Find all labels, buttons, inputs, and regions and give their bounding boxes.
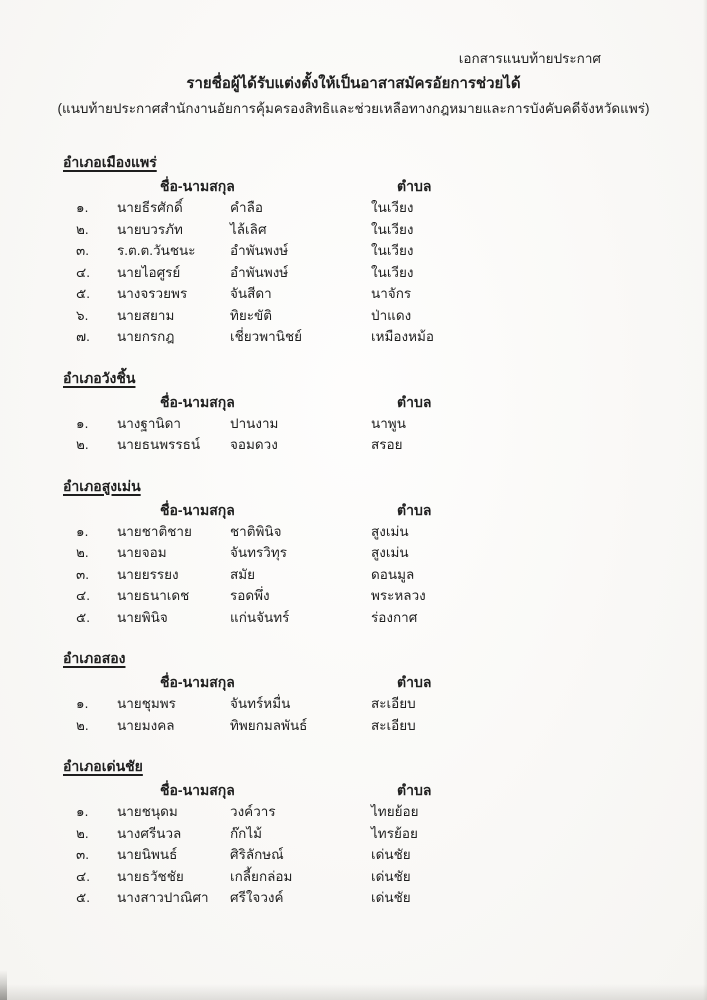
table-row (0, 823, 707, 845)
row-number: ๓. (76, 243, 89, 258)
table-row (0, 844, 707, 866)
row-number: ๖. (76, 307, 89, 323)
first-name: นายธนพรรธน์ (117, 437, 201, 452)
first-name: นายมงคล (117, 717, 175, 733)
first-name: นายธนาเดช (117, 588, 190, 603)
subdistrict-name: เหมืองหม้อ (371, 329, 435, 344)
last-name: อำพันพงษ์ (230, 264, 289, 280)
column-header-row (0, 175, 707, 197)
subdistrict-name: ไทยย้อย (371, 804, 419, 819)
scan-bottom-shadow (0, 984, 707, 1000)
table-row (0, 283, 707, 305)
document-subtitle: (แนบท้ายประกาศสำนักงานอัยการคุ้มครองสิทธิและช่วยเหลือทางกฎหมายและการบังคับคดีจังหวัดแพร่) (57, 101, 650, 116)
subdistrict-name: สะเอียบ (371, 696, 416, 711)
subdistrict-name: ร่องกาศ (371, 609, 418, 625)
first-name: นายธีรศักดิ์ (117, 200, 183, 215)
district-section (0, 368, 707, 456)
first-name: นายกรกฎ (117, 329, 175, 344)
table-row (0, 564, 707, 586)
last-name: ก๊กไม้ (230, 825, 263, 841)
subdistrict-name: สะเอียบ (371, 717, 416, 733)
table-row (0, 887, 707, 909)
last-name: ทิพยกมลพันธ์ (230, 717, 308, 733)
last-name: รอดพึ่ง (230, 588, 270, 603)
subdistrict-name: ป่าแดง (371, 307, 412, 323)
table-row (0, 585, 707, 607)
row-number: ๒. (76, 437, 89, 452)
subdistrict-name: สูงเม่น (371, 545, 409, 560)
table-row (0, 413, 707, 435)
row-number: ๔. (76, 868, 90, 884)
subdistrict-name: สรอย (371, 437, 403, 452)
column-header-name: ชื่อ-นามสกุล (160, 178, 235, 194)
column-header-subdistrict: ตำบล (397, 178, 432, 194)
first-name: นางสาวปาณิศา (117, 890, 209, 905)
last-name: อำพันพงษ์ (230, 243, 289, 258)
table-row (0, 693, 707, 715)
column-header-name: ชื่อ-นามสกุล (160, 674, 235, 690)
first-name: นายชนุดม (117, 804, 178, 819)
last-name: ศิริลักษณ์ (230, 847, 284, 862)
first-name: นายนิพนธ์ (117, 847, 178, 862)
last-name: ไล้เลิศ (230, 221, 267, 237)
row-number: ๒. (76, 717, 89, 733)
row-number: ๔. (76, 588, 90, 603)
column-header-name: ชื่อ-นามสกุล (160, 782, 235, 798)
subdistrict-name: สูงเม่น (371, 523, 409, 539)
district-heading: อำเภอสอง (63, 650, 126, 666)
table-row (0, 219, 707, 241)
column-header-row (0, 779, 707, 801)
first-name: ร.ต.ต.วันชนะ (117, 243, 196, 258)
row-number: ๑. (76, 200, 89, 215)
first-name: นายบวรภัท (117, 221, 183, 237)
table-row (0, 607, 707, 629)
district-sections (0, 152, 707, 929)
column-header-name: ชื่อ-นามสกุล (160, 393, 235, 410)
column-header-name: ชื่อ-นามสกุล (160, 501, 235, 518)
scan-corner-smudge (0, 970, 7, 1000)
district-heading: อำเภอเด่นชัย (63, 758, 143, 774)
column-header-subdistrict: ตำบล (397, 501, 432, 518)
table-row (0, 801, 707, 823)
row-number: ๕. (76, 286, 90, 301)
first-name: นายไอศูรย์ (117, 264, 181, 280)
subdistrict-name: เด่นชัย (371, 847, 411, 862)
first-name: นายจอม (117, 545, 167, 560)
row-number: ๑. (76, 415, 89, 431)
first-name: นางจรวยพร (117, 286, 188, 301)
column-header-row (0, 391, 707, 413)
subdistrict-name: เด่นชัย (371, 890, 411, 905)
last-name: จันทร์หมื่น (230, 696, 291, 711)
last-name: จอมดวง (230, 437, 278, 452)
district-section (0, 648, 707, 736)
column-header-subdistrict: ตำบล (397, 393, 432, 410)
last-name: ชาติพินิจ (230, 523, 282, 539)
subdistrict-name: ในเวียง (371, 221, 414, 237)
table-row (0, 866, 707, 888)
table-row (0, 521, 707, 543)
subdistrict-name: พระหลวง (371, 588, 426, 603)
table-row (0, 715, 707, 737)
last-name: วงค์วาร (230, 804, 276, 819)
table-row (0, 197, 707, 219)
document-title: รายชื่อผู้ได้รับแต่งตั้งให้เป็นอาสาสมัครอัยการช่วยได้ (186, 75, 521, 92)
table-row (0, 542, 707, 564)
last-name: เกลี้ยกล่อม (230, 868, 293, 884)
last-name: จันทรวิทุร (230, 545, 288, 560)
district-section (0, 152, 707, 348)
table-row (0, 326, 707, 348)
last-name: คำลือ (230, 200, 263, 215)
table-row (0, 305, 707, 327)
first-name: นายชาติชาย (117, 523, 192, 539)
table-row (0, 240, 707, 262)
last-name: เชี่ยวพานิชย์ (230, 329, 303, 344)
last-name: สมัย (230, 566, 256, 582)
column-header-row (0, 671, 707, 693)
row-number: ๓. (76, 566, 89, 582)
first-name: นางฐานิดา (117, 415, 182, 431)
last-name: จันสีดา (230, 286, 272, 301)
district-section (0, 476, 707, 629)
row-number: ๔. (76, 264, 90, 280)
subdistrict-name: ดอนมูล (371, 566, 415, 582)
last-name: ทิยะขัติ (230, 307, 273, 323)
district-section (0, 756, 707, 909)
district-heading: อำเภอเมืองแพร่ (63, 154, 157, 170)
subdistrict-name: ในเวียง (371, 264, 414, 280)
first-name: นางศรีนวล (117, 825, 182, 841)
column-header-subdistrict: ตำบล (397, 782, 432, 798)
row-number: ๑. (76, 523, 89, 539)
table-row (0, 262, 707, 284)
district-heading: อำเภอสูงเม่น (63, 477, 141, 494)
row-number: ๕. (76, 609, 90, 625)
last-name: แก่นจันทร์ (230, 609, 290, 625)
row-number: ๒. (76, 825, 89, 841)
subdistrict-name: นาจักร (371, 286, 412, 301)
first-name: นายชุมพร (117, 696, 176, 711)
subdistrict-name: ไทรย้อย (371, 825, 418, 841)
column-header-subdistrict: ตำบล (397, 674, 432, 690)
row-number: ๒. (76, 545, 89, 560)
first-name: นายพินิจ (117, 609, 168, 625)
subdistrict-name: ในเวียง (371, 243, 414, 258)
table-row (0, 434, 707, 456)
row-number: ๑. (76, 696, 89, 711)
last-name: ปานงาม (230, 415, 279, 431)
subdistrict-name: ในเวียง (371, 200, 414, 215)
row-number: ๓. (76, 847, 89, 862)
first-name: นายยรรยง (117, 566, 179, 582)
row-number: ๑. (76, 804, 89, 819)
district-heading: อำเภอวังชิ้น (63, 369, 136, 386)
row-number: ๗. (76, 329, 90, 344)
first-name: นายธวัชชัย (117, 868, 184, 884)
first-name: นายสยาม (117, 307, 175, 323)
document-ref-label: เอกสารแนบท้ายประกาศ (458, 51, 601, 66)
row-number: ๕. (76, 890, 90, 905)
last-name: ศรีใจวงค์ (230, 890, 284, 905)
column-header-row (0, 499, 707, 521)
subdistrict-name: เด่นชัย (371, 868, 411, 884)
row-number: ๒. (76, 221, 89, 237)
subdistrict-name: นาพูน (371, 415, 406, 431)
